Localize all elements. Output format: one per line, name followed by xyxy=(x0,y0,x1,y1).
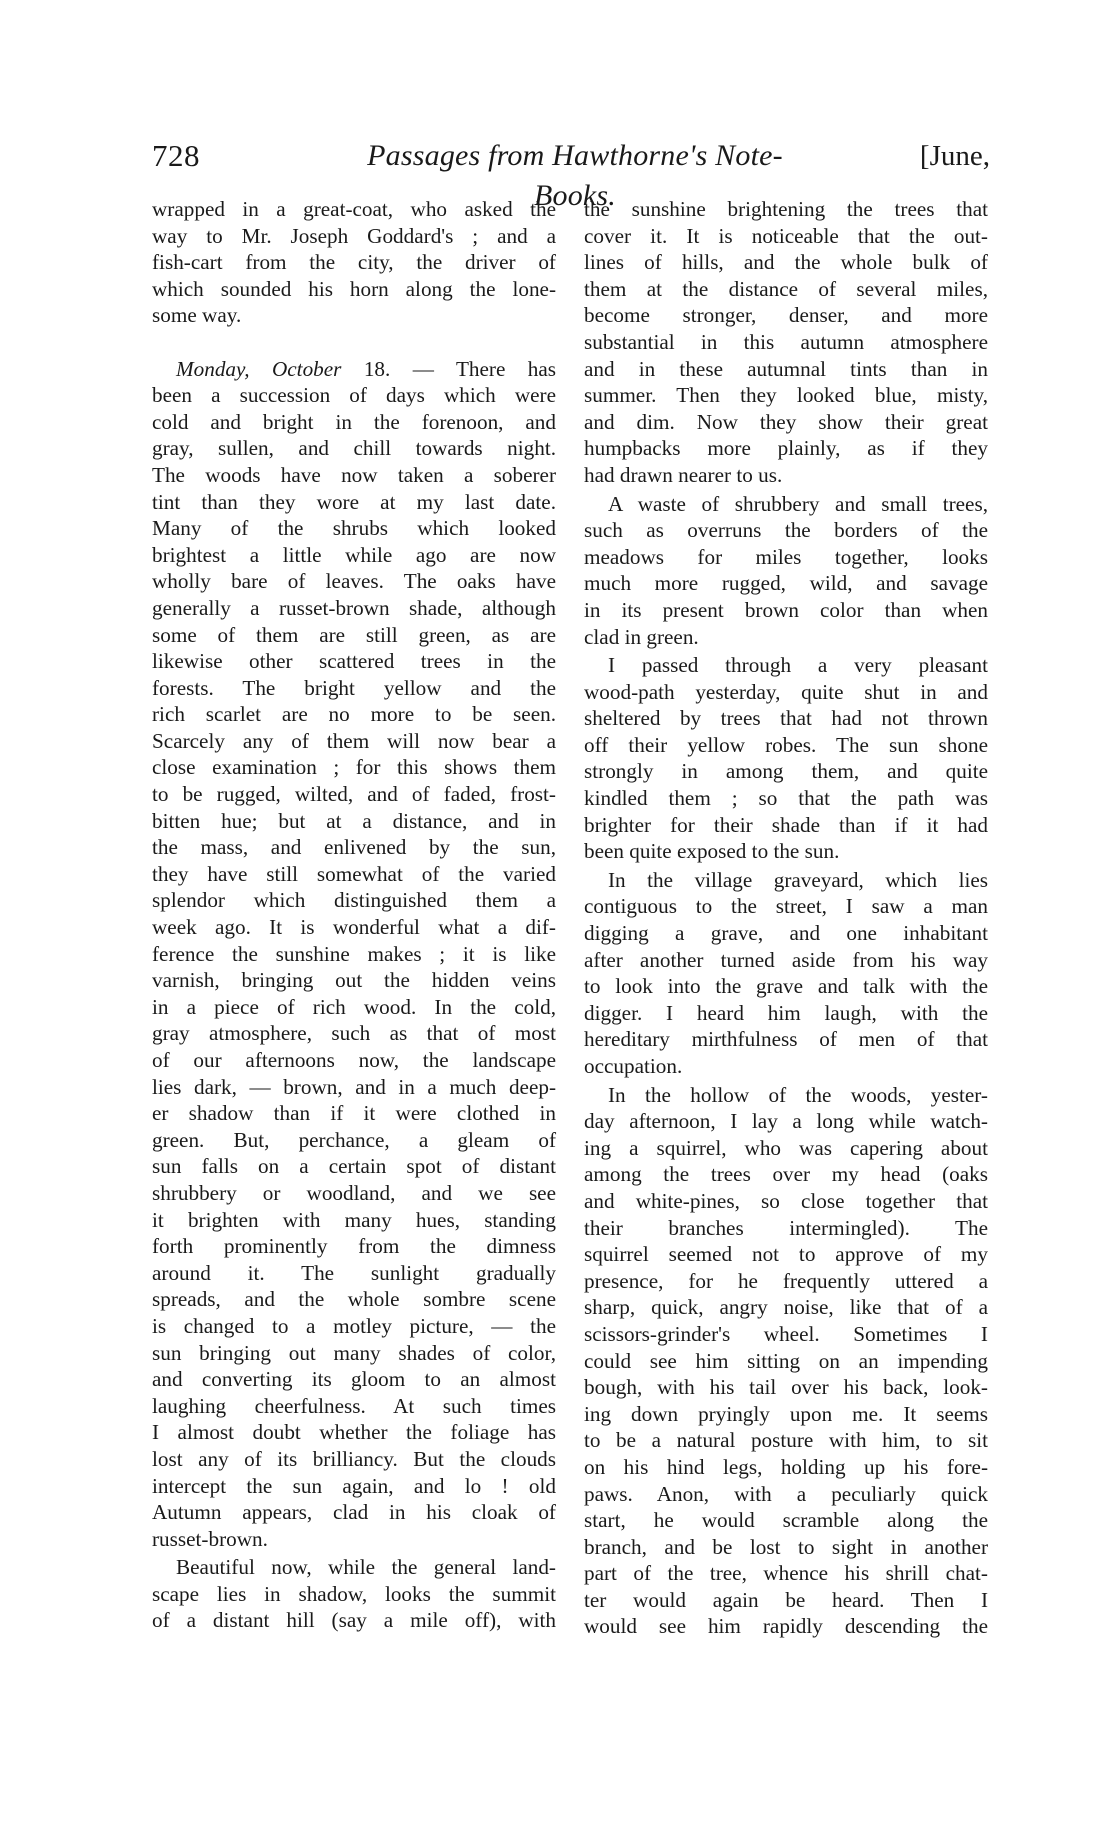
text-line: green. But, perchance, a gleam of xyxy=(152,1127,556,1152)
text-line: humpbacks more plainly, as if they xyxy=(584,436,988,461)
text-line: likewise other scattered trees in the xyxy=(152,649,556,674)
text-line: off their yellow robes. The sun shone xyxy=(584,732,988,757)
text-line: part of the tree, whence his shrill chat- xyxy=(584,1561,988,1586)
text-line: splendor which distinguished them a xyxy=(152,888,556,913)
paragraph xyxy=(584,196,988,489)
text-line: I almost doubt whether the foliage has xyxy=(152,1420,556,1445)
text-line: the sunshine brightening the trees that xyxy=(584,197,988,221)
text-line: varnish, bringing out the hidden veins xyxy=(152,968,556,993)
text-line: strongly in among them, and quite xyxy=(584,759,988,784)
text-line: clad in green. xyxy=(584,624,699,649)
text-line: them at the distance of several miles, xyxy=(584,276,988,301)
text-line xyxy=(152,356,556,383)
text-line: would see him rapidly descending the xyxy=(584,1614,988,1639)
text-line: week ago. It is wonderful what a dif- xyxy=(152,915,556,940)
text-line: ing down pryingly upon me. It seems xyxy=(584,1401,988,1426)
text-line: scape lies in shadow, looks the summit xyxy=(152,1581,556,1606)
text-line: In the village graveyard, which lies xyxy=(608,867,988,892)
text-line: which sounded his horn along the lone- xyxy=(152,276,556,301)
text-line: on his hind legs, holding up his fore- xyxy=(584,1454,988,1479)
text-line: wood-path yesterday, quite shut in and xyxy=(584,679,988,704)
text-line: occupation. xyxy=(584,1054,683,1078)
entry-date-number: 18. xyxy=(363,356,391,381)
entry-first-line-text: — There has xyxy=(390,356,557,381)
text-line: contiguous to the street, I saw a man xyxy=(584,894,988,919)
text-line: bough, with his tail over his back, look- xyxy=(584,1375,988,1400)
text-line: lines of hills, and the whole bulk of xyxy=(584,250,988,275)
text-line: their branches intermingled). The xyxy=(584,1215,988,1240)
text-line: in its present brown color than when xyxy=(584,597,988,622)
text-line: of our afternoons now, the landscape xyxy=(152,1048,556,1072)
text-line: some way. xyxy=(152,303,242,328)
text-line: in a piece of rich wood. In the cold, xyxy=(152,994,556,1019)
text-line: meadows for miles together, looks xyxy=(584,544,988,569)
text-line: shrubbery or woodland, and we see xyxy=(152,1180,556,1205)
entry-date: Monday, October xyxy=(176,356,342,381)
text-line: spreads, and the whole sombre scene xyxy=(152,1287,556,1312)
text-line: Autumn appears, clad in his cloak of xyxy=(152,1500,556,1525)
text-line: around it. The sunlight gradually xyxy=(152,1260,556,1285)
text-line: sharp, quick, angry noise, like that of a xyxy=(584,1295,988,1320)
text-line: lost any of its brilliancy. But the clouds xyxy=(152,1446,556,1471)
text-line: ter would again be heard. Then I xyxy=(584,1587,988,1612)
text-line: to be rugged, wilted, and of faded, frost- xyxy=(152,782,556,807)
text-line: been a succession of days which were xyxy=(152,383,556,408)
text-line: wholly bare of leaves. The oaks have xyxy=(152,569,556,594)
text-line: they have still somewhat of the varied xyxy=(152,861,556,886)
paragraph xyxy=(584,867,988,1080)
text-line: In the hollow of the woods, yester- xyxy=(608,1082,988,1107)
paragraph xyxy=(584,652,988,865)
paragraph xyxy=(152,356,556,1553)
text-line: rich scarlet are no more to be seen. xyxy=(152,702,556,727)
text-line: Scarcely any of them will now bear a xyxy=(152,728,556,753)
issue-month: [June, xyxy=(919,140,990,172)
text-line: generally a russet-brown shade, although xyxy=(152,595,556,620)
text-line: much more rugged, wild, and savage xyxy=(584,571,988,596)
text-line: sheltered by trees that had not thrown xyxy=(584,706,988,731)
text-line: and converting its gloom to an almost xyxy=(152,1367,556,1392)
text-line: forth prominently from the dimness xyxy=(152,1234,556,1259)
text-line: ing a squirrel, who was capering about xyxy=(584,1135,988,1160)
text-line: to look into the grave and talk with the xyxy=(584,974,988,999)
text-line: it brighten with many hues, standing xyxy=(152,1207,556,1232)
text-line: sun falls on a certain spot of distant xyxy=(152,1154,556,1179)
text-line: squirrel seemed not to approve of my xyxy=(584,1242,988,1267)
paragraph xyxy=(584,491,988,651)
text-line: after another turned aside from his way xyxy=(584,947,988,972)
text-line: russet-brown. xyxy=(152,1526,268,1551)
text-line: to be a natural posture with him, to sit xyxy=(584,1428,988,1453)
text-line: sun bringing out many shades of color, xyxy=(152,1340,556,1365)
text-line: branch, and be lost to sight in another xyxy=(584,1534,988,1559)
running-title: Passages from Hawthorne's Note-Books. xyxy=(367,139,783,212)
text-line: of a distant hill (say a mile off), with xyxy=(152,1608,556,1633)
text-line: the mass, and enlivened by the sun, xyxy=(152,835,556,860)
paragraph xyxy=(584,1082,988,1640)
text-line: wrapped in a great-coat, who asked the xyxy=(152,197,556,221)
text-line: and in these autumnal tints than in xyxy=(584,356,988,381)
text-line: way to Mr. Joseph Goddard's ; and a xyxy=(152,223,556,248)
text-line: tint than they wore at my last date. xyxy=(152,489,556,514)
text-line: kindled them ; so that the path was xyxy=(584,786,988,811)
text-line: some of them are still green, as are xyxy=(152,622,556,647)
text-line: close examination ; for this shows them xyxy=(152,755,556,780)
text-line: digging a grave, and one inhabitant xyxy=(584,921,988,946)
text-line: cold and bright in the forenoon, and xyxy=(152,409,556,434)
text-line: had drawn nearer to us. xyxy=(584,462,783,487)
text-line: intercept the sun again, and lo ! old xyxy=(152,1473,556,1498)
right-column xyxy=(584,196,988,1640)
text-line: and dim. Now they show their great xyxy=(584,409,988,434)
text-line: among the trees over my head (oaks xyxy=(584,1162,988,1187)
text-line: gray, sullen, and chill towards night. xyxy=(152,436,556,461)
text-line: cover it. It is noticeable that the out- xyxy=(584,223,988,248)
text-line: become stronger, denser, and more xyxy=(584,303,988,328)
text-line: hereditary mirthfulness of men of that xyxy=(584,1027,988,1052)
text-line: scissors-grinder's wheel. Sometimes I xyxy=(584,1321,988,1346)
text-line: bitten hue; but at a distance, and in xyxy=(152,808,556,833)
text-line: The woods have now taken a soberer xyxy=(152,462,556,487)
text-line: substantial in this autumn atmosphere xyxy=(584,329,988,354)
text-line: presence, for he frequently uttered a xyxy=(584,1268,988,1293)
text-line: start, he would scramble along the xyxy=(584,1508,988,1533)
text-line: er shadow than if it were clothed in xyxy=(152,1101,556,1126)
text-line: and white-pines, so close together that xyxy=(584,1188,988,1213)
text-line: A waste of shrubbery and small trees, xyxy=(608,491,988,516)
text-line: digger. I heard him laugh, with the xyxy=(584,1000,988,1025)
text-line: brighter for their shade than if it had xyxy=(584,812,988,837)
paragraph xyxy=(152,196,556,329)
text-line: Beautiful now, while the general land- xyxy=(176,1555,556,1580)
text-line: Many of the shrubs which looked xyxy=(152,516,556,541)
text-line: lies dark, — brown, and in a much deep- xyxy=(152,1074,556,1099)
paragraph xyxy=(152,1554,556,1634)
text-line: been quite exposed to the sun. xyxy=(584,839,840,864)
text-line: brightest a little while ago are now xyxy=(152,542,556,567)
text-line: such as overruns the borders of the xyxy=(584,518,988,543)
text-line: day afternoon, I lay a long while watch- xyxy=(584,1109,988,1134)
text-line: I passed through a very pleasant xyxy=(608,653,988,678)
page-number: 728 xyxy=(152,138,200,173)
text-line: is changed to a motley picture, — the xyxy=(152,1313,556,1338)
left-column xyxy=(152,196,556,1634)
text-line: paws. Anon, with a peculiarly quick xyxy=(584,1481,988,1506)
text-line: gray atmosphere, such as that of most xyxy=(152,1021,556,1046)
text-line: forests. The bright yellow and the xyxy=(152,675,556,700)
text-line: summer. Then they looked blue, misty, xyxy=(584,383,988,408)
text-line: could see him sitting on an impending xyxy=(584,1348,988,1373)
text-line: fish-cart from the city, the driver of xyxy=(152,250,556,275)
text-line: ference the sunshine makes ; it is like xyxy=(152,941,556,966)
text-line: laughing cheerfulness. At such times xyxy=(152,1393,556,1418)
